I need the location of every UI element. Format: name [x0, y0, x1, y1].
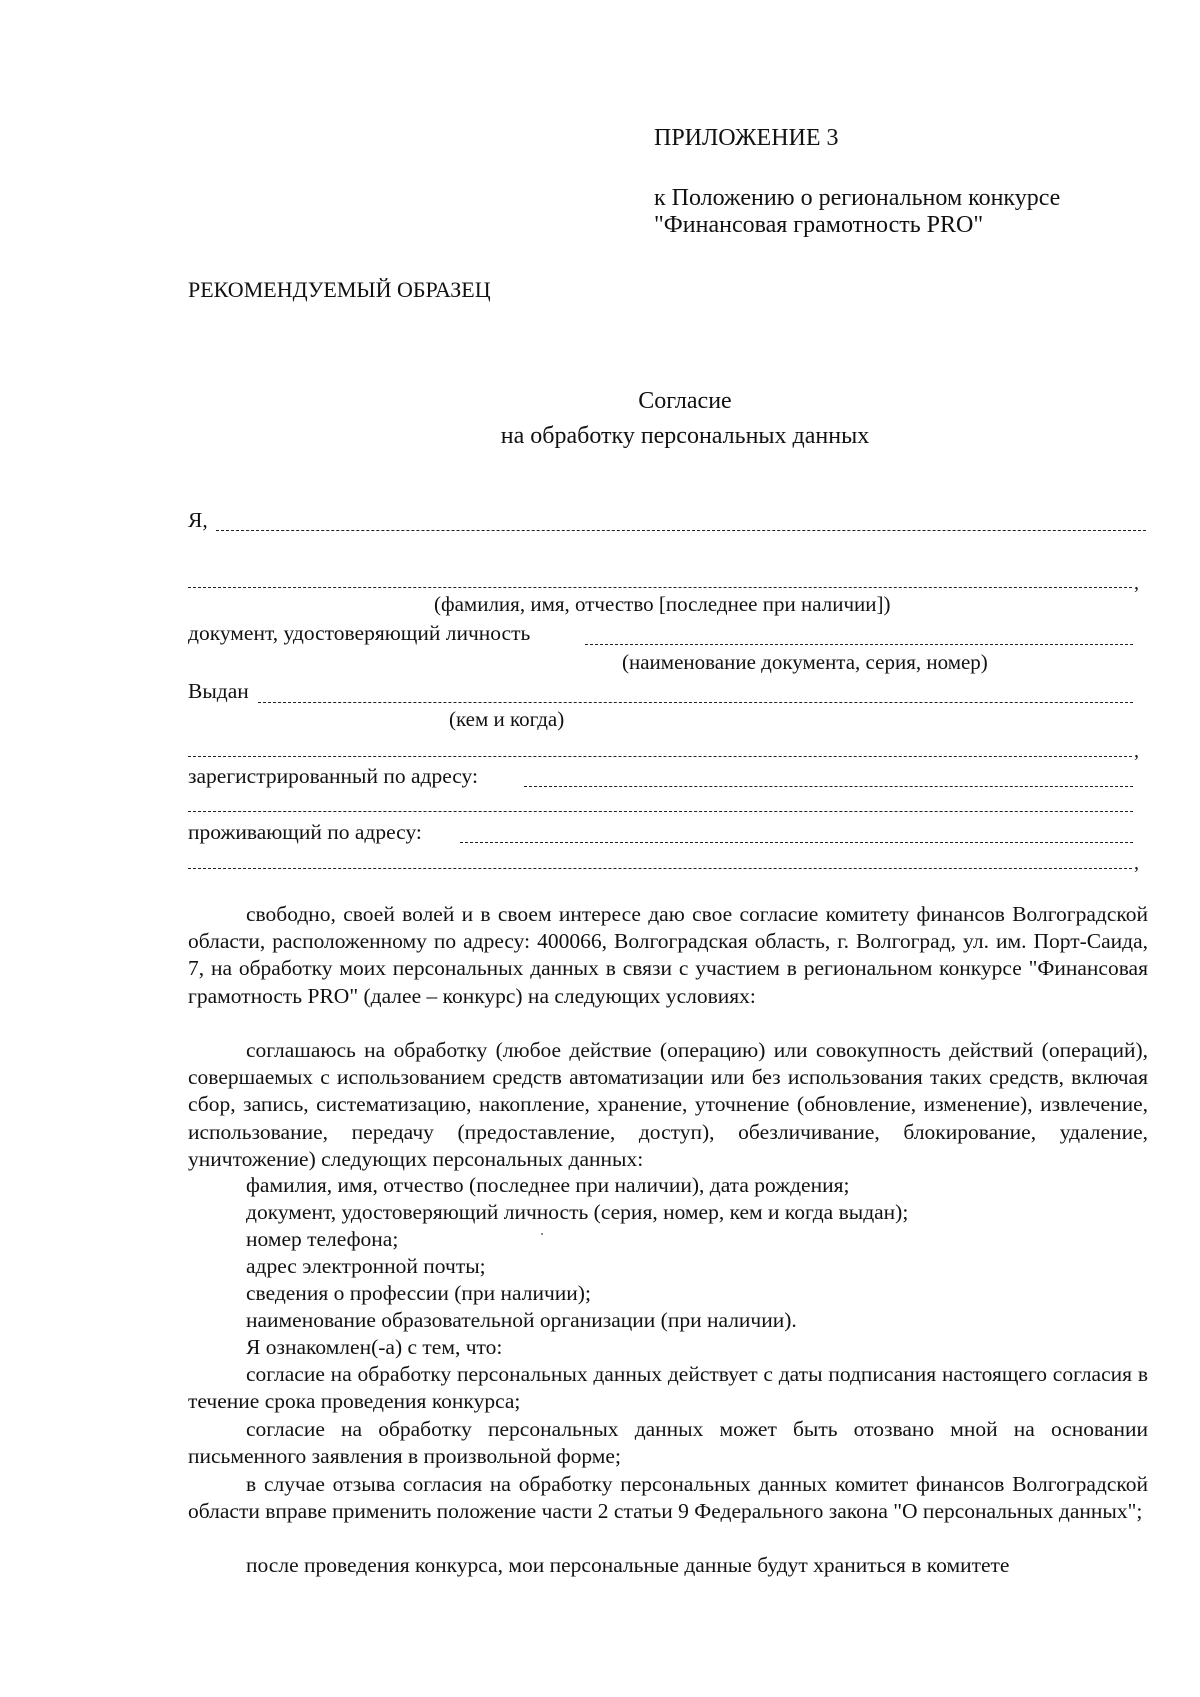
- living-address-comma: ,: [1134, 852, 1139, 874]
- registered-address-input-line-2[interactable]: [188, 811, 1133, 812]
- appendix-number: ПРИЛОЖЕНИЕ 3: [654, 125, 839, 151]
- issued-input-line[interactable]: [258, 702, 1133, 703]
- list-item: наименование образовательной организации (при наличии).: [246, 1308, 797, 1332]
- fio-caption: (фамилия, имя, отчество [последнее при наличии]): [434, 592, 891, 616]
- list-item: адрес электронной почты;: [246, 1254, 486, 1278]
- registered-address-input-line[interactable]: [524, 786, 1133, 787]
- processing-terms-paragraph: соглашаюсь на обработку (любое действие (операцию) или совокупность действий (операций), совершаемых с использованием средств автоматизации или без использования таких средств, включая сбор, запись, систематизацию, накопление, хранение, уточнение (обновление, изменение), извлечение, использование, передачу (предоставление, доступ), обезличивание, блокирование, удаление, уничтожение) следующих персональных данных:: [188, 1038, 1148, 1171]
- withdrawal-consequence-paragraph: в случае отзыва согласия на обработку персональных данных комитет финансов Волгоградской области вправе применить положение части 2 статьи 9 Федерального закона "О персональных данных";: [188, 1472, 1148, 1524]
- list-item: номер телефона;: [246, 1227, 399, 1251]
- revocation-paragraph: согласие на обработку персональных данных может быть отозвано мной на основании письменного заявления в произвольной форме;: [188, 1417, 1148, 1469]
- storage-paragraph: после проведения конкурса, мои персональные данные будут храниться в комитете: [246, 1553, 1010, 1577]
- fio-comma: ,: [1134, 572, 1139, 594]
- scan-speck: [541, 1233, 543, 1235]
- regulation-reference-line2: "Финансовая грамотность PRO": [654, 212, 984, 238]
- document-label: документ, удостоверяющий личность: [188, 621, 531, 645]
- document-caption: (наименование документа, серия, номер): [622, 650, 988, 674]
- i-label: Я,: [188, 508, 208, 532]
- document-input-line[interactable]: [585, 644, 1133, 645]
- list-item: сведения о профессии (при наличии);: [246, 1281, 591, 1305]
- acknowledgement-intro: Я ознакомлен(-а) с тем, что:: [246, 1335, 503, 1359]
- validity-paragraph: согласие на обработку персональных данных действует с даты подписания настоящего согласия в течение срока проведения конкурса;: [188, 1362, 1148, 1414]
- living-address-input-line[interactable]: [460, 842, 1133, 843]
- list-item: документ, удостоверяющий личность (серия, номер, кем и когда выдан);: [246, 1200, 909, 1224]
- living-address-input-line-2[interactable]: [188, 868, 1132, 869]
- regulation-reference-line1: к Положению о региональном конкурсе: [654, 185, 1061, 211]
- issued-input-line-2[interactable]: [188, 756, 1132, 757]
- recommended-sample-label: РЕКОМЕНДУЕМЫЙ ОБРАЗЕЦ: [188, 277, 491, 302]
- list-item: фамилия, имя, отчество (последнее при наличии), дата рождения;: [246, 1173, 850, 1197]
- document-subtitle: на обработку персональных данных: [500, 423, 870, 449]
- consent-paragraph: свободно, своей волей и в своем интересе даю свое согласие комитету финансов Волгоградской области, расположенному по адресу: 400066, Волгоградская область, г. Волгоград, ул. им. Порт-Саида, 7, на обработку моих персональных данных в связи с участием в региональном конкурсе "Финансовая грамотность PRO" (далее – конкурс) на следующих условиях:: [188, 902, 1148, 1008]
- registered-address-label: зарегистрированный по адресу:: [188, 764, 478, 788]
- issued-label: Выдан: [188, 679, 249, 703]
- document-title: Согласие: [638, 388, 732, 414]
- fio-input-line-2[interactable]: [188, 587, 1132, 588]
- living-address-label: проживающий по адресу:: [188, 820, 422, 844]
- issued-caption: (кем и когда): [449, 707, 565, 731]
- issued-comma: ,: [1134, 740, 1139, 762]
- fio-input-line-1[interactable]: [216, 530, 1146, 531]
